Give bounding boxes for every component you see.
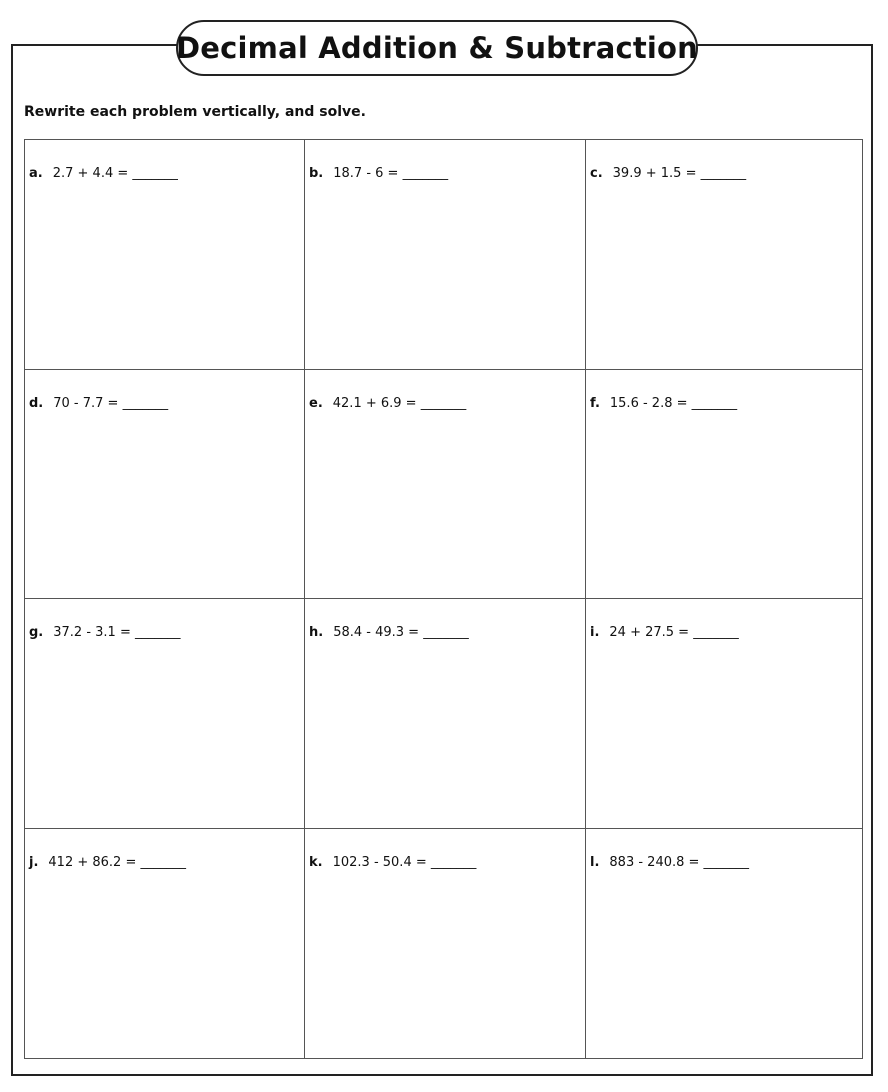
problem-cell-b <box>305 140 586 370</box>
problem-letter: j. <box>29 855 39 870</box>
problem-cell-l <box>586 829 862 1058</box>
problem-letter: d. <box>29 396 44 411</box>
problem-g <box>29 625 180 640</box>
problem-h <box>309 625 469 640</box>
problem-cell-e <box>305 370 586 599</box>
instructions-text: Rewrite each problem vertically, and solve. <box>24 104 366 120</box>
problem-expression: 58.4 - 49.3 = _______ <box>333 625 469 640</box>
problem-k <box>309 855 476 870</box>
problem-e <box>309 396 466 411</box>
problem-i <box>590 625 739 640</box>
problem-f <box>590 396 737 411</box>
problem-cell-d <box>25 370 305 599</box>
problem-l <box>590 855 749 870</box>
problem-letter: k. <box>309 855 323 870</box>
problem-letter: a. <box>29 166 43 181</box>
problem-d <box>29 396 168 411</box>
problem-expression: 2.7 + 4.4 = _______ <box>52 166 178 181</box>
problem-cell-k <box>305 829 586 1058</box>
title-banner <box>176 20 698 76</box>
problem-letter: b. <box>309 166 324 181</box>
problem-cell-h <box>305 599 586 829</box>
problem-cell-f <box>586 370 862 599</box>
problem-grid <box>24 139 863 1059</box>
problem-expression: 102.3 - 50.4 = _______ <box>332 855 477 870</box>
problem-cell-j <box>25 829 305 1058</box>
problem-letter: e. <box>309 396 323 411</box>
problem-letter: h. <box>309 625 324 640</box>
problem-letter: l. <box>590 855 600 870</box>
problem-expression: 42.1 + 6.9 = _______ <box>332 396 467 411</box>
problem-cell-c <box>586 140 862 370</box>
problem-cell-g <box>25 599 305 829</box>
problem-letter: g. <box>29 625 44 640</box>
problem-expression: 18.7 - 6 = _______ <box>333 166 449 181</box>
problem-b <box>309 166 448 181</box>
page-title: Decimal Addition & Subtraction <box>175 31 699 65</box>
problem-cell-i <box>586 599 862 829</box>
problem-expression: 412 + 86.2 = _______ <box>48 855 186 870</box>
problem-expression: 883 - 240.8 = _______ <box>609 855 750 870</box>
problem-a <box>29 166 178 181</box>
problem-c <box>590 166 746 181</box>
problem-expression: 37.2 - 3.1 = _______ <box>53 625 181 640</box>
problem-expression: 39.9 + 1.5 = _______ <box>612 166 747 181</box>
problem-letter: i. <box>590 625 600 640</box>
problem-j <box>29 855 186 870</box>
problem-expression: 24 + 27.5 = _______ <box>609 625 739 640</box>
problem-letter: c. <box>590 166 603 181</box>
problem-expression: 15.6 - 2.8 = _______ <box>609 396 738 411</box>
problem-expression: 70 - 7.7 = _______ <box>53 396 169 411</box>
problem-cell-a <box>25 140 305 370</box>
problem-letter: f. <box>590 396 600 411</box>
